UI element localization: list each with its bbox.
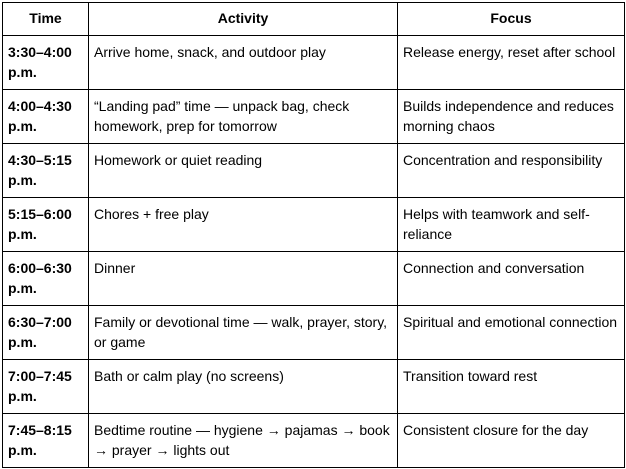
time-cell: 7:00–7:45 p.m. — [3, 360, 89, 414]
focus-cell: Helps with teamwork and self-reliance — [398, 198, 625, 252]
focus-cell: Release energy, reset after school — [398, 36, 625, 90]
schedule-table — [2, 2, 625, 468]
time-cell: 4:00–4:30 p.m. — [3, 90, 89, 144]
time-cell: 4:30–5:15 p.m. — [3, 144, 89, 198]
activity-cell: Bedtime routine — hygiene → pajamas → book → prayer → lights out — [89, 414, 398, 468]
header-activity: Activity — [89, 3, 398, 36]
table-row — [3, 36, 625, 90]
focus-cell: Connection and conversation — [398, 252, 625, 306]
time-cell: 6:30–7:00 p.m. — [3, 306, 89, 360]
table-header — [3, 3, 625, 36]
table-row — [3, 90, 625, 144]
table-row — [3, 252, 625, 306]
table-row — [3, 144, 625, 198]
table-row — [3, 198, 625, 252]
table-row — [3, 360, 625, 414]
table-row — [3, 414, 625, 468]
activity-cell: Dinner — [89, 252, 398, 306]
time-cell: 6:00–6:30 p.m. — [3, 252, 89, 306]
activity-cell: Bath or calm play (no screens) — [89, 360, 398, 414]
focus-cell: Builds independence and reduces morning chaos — [398, 90, 625, 144]
time-cell: 7:45–8:15 p.m. — [3, 414, 89, 468]
focus-cell: Consistent closure for the day — [398, 414, 625, 468]
activity-cell: Chores + free play — [89, 198, 398, 252]
table-row — [3, 306, 625, 360]
activity-cell: “Landing pad” time — unpack bag, check homework, prep for tomorrow — [89, 90, 398, 144]
activity-cell: Family or devotional time — walk, prayer, story, or game — [89, 306, 398, 360]
header-row — [3, 3, 625, 36]
time-cell: 3:30–4:00 p.m. — [3, 36, 89, 90]
focus-cell: Concentration and responsibility — [398, 144, 625, 198]
table-body — [3, 36, 625, 468]
focus-cell: Spiritual and emotional connection — [398, 306, 625, 360]
header-time: Time — [3, 3, 89, 36]
focus-cell: Transition toward rest — [398, 360, 625, 414]
activity-cell: Arrive home, snack, and outdoor play — [89, 36, 398, 90]
header-focus: Focus — [398, 3, 625, 36]
time-cell: 5:15–6:00 p.m. — [3, 198, 89, 252]
activity-cell: Homework or quiet reading — [89, 144, 398, 198]
